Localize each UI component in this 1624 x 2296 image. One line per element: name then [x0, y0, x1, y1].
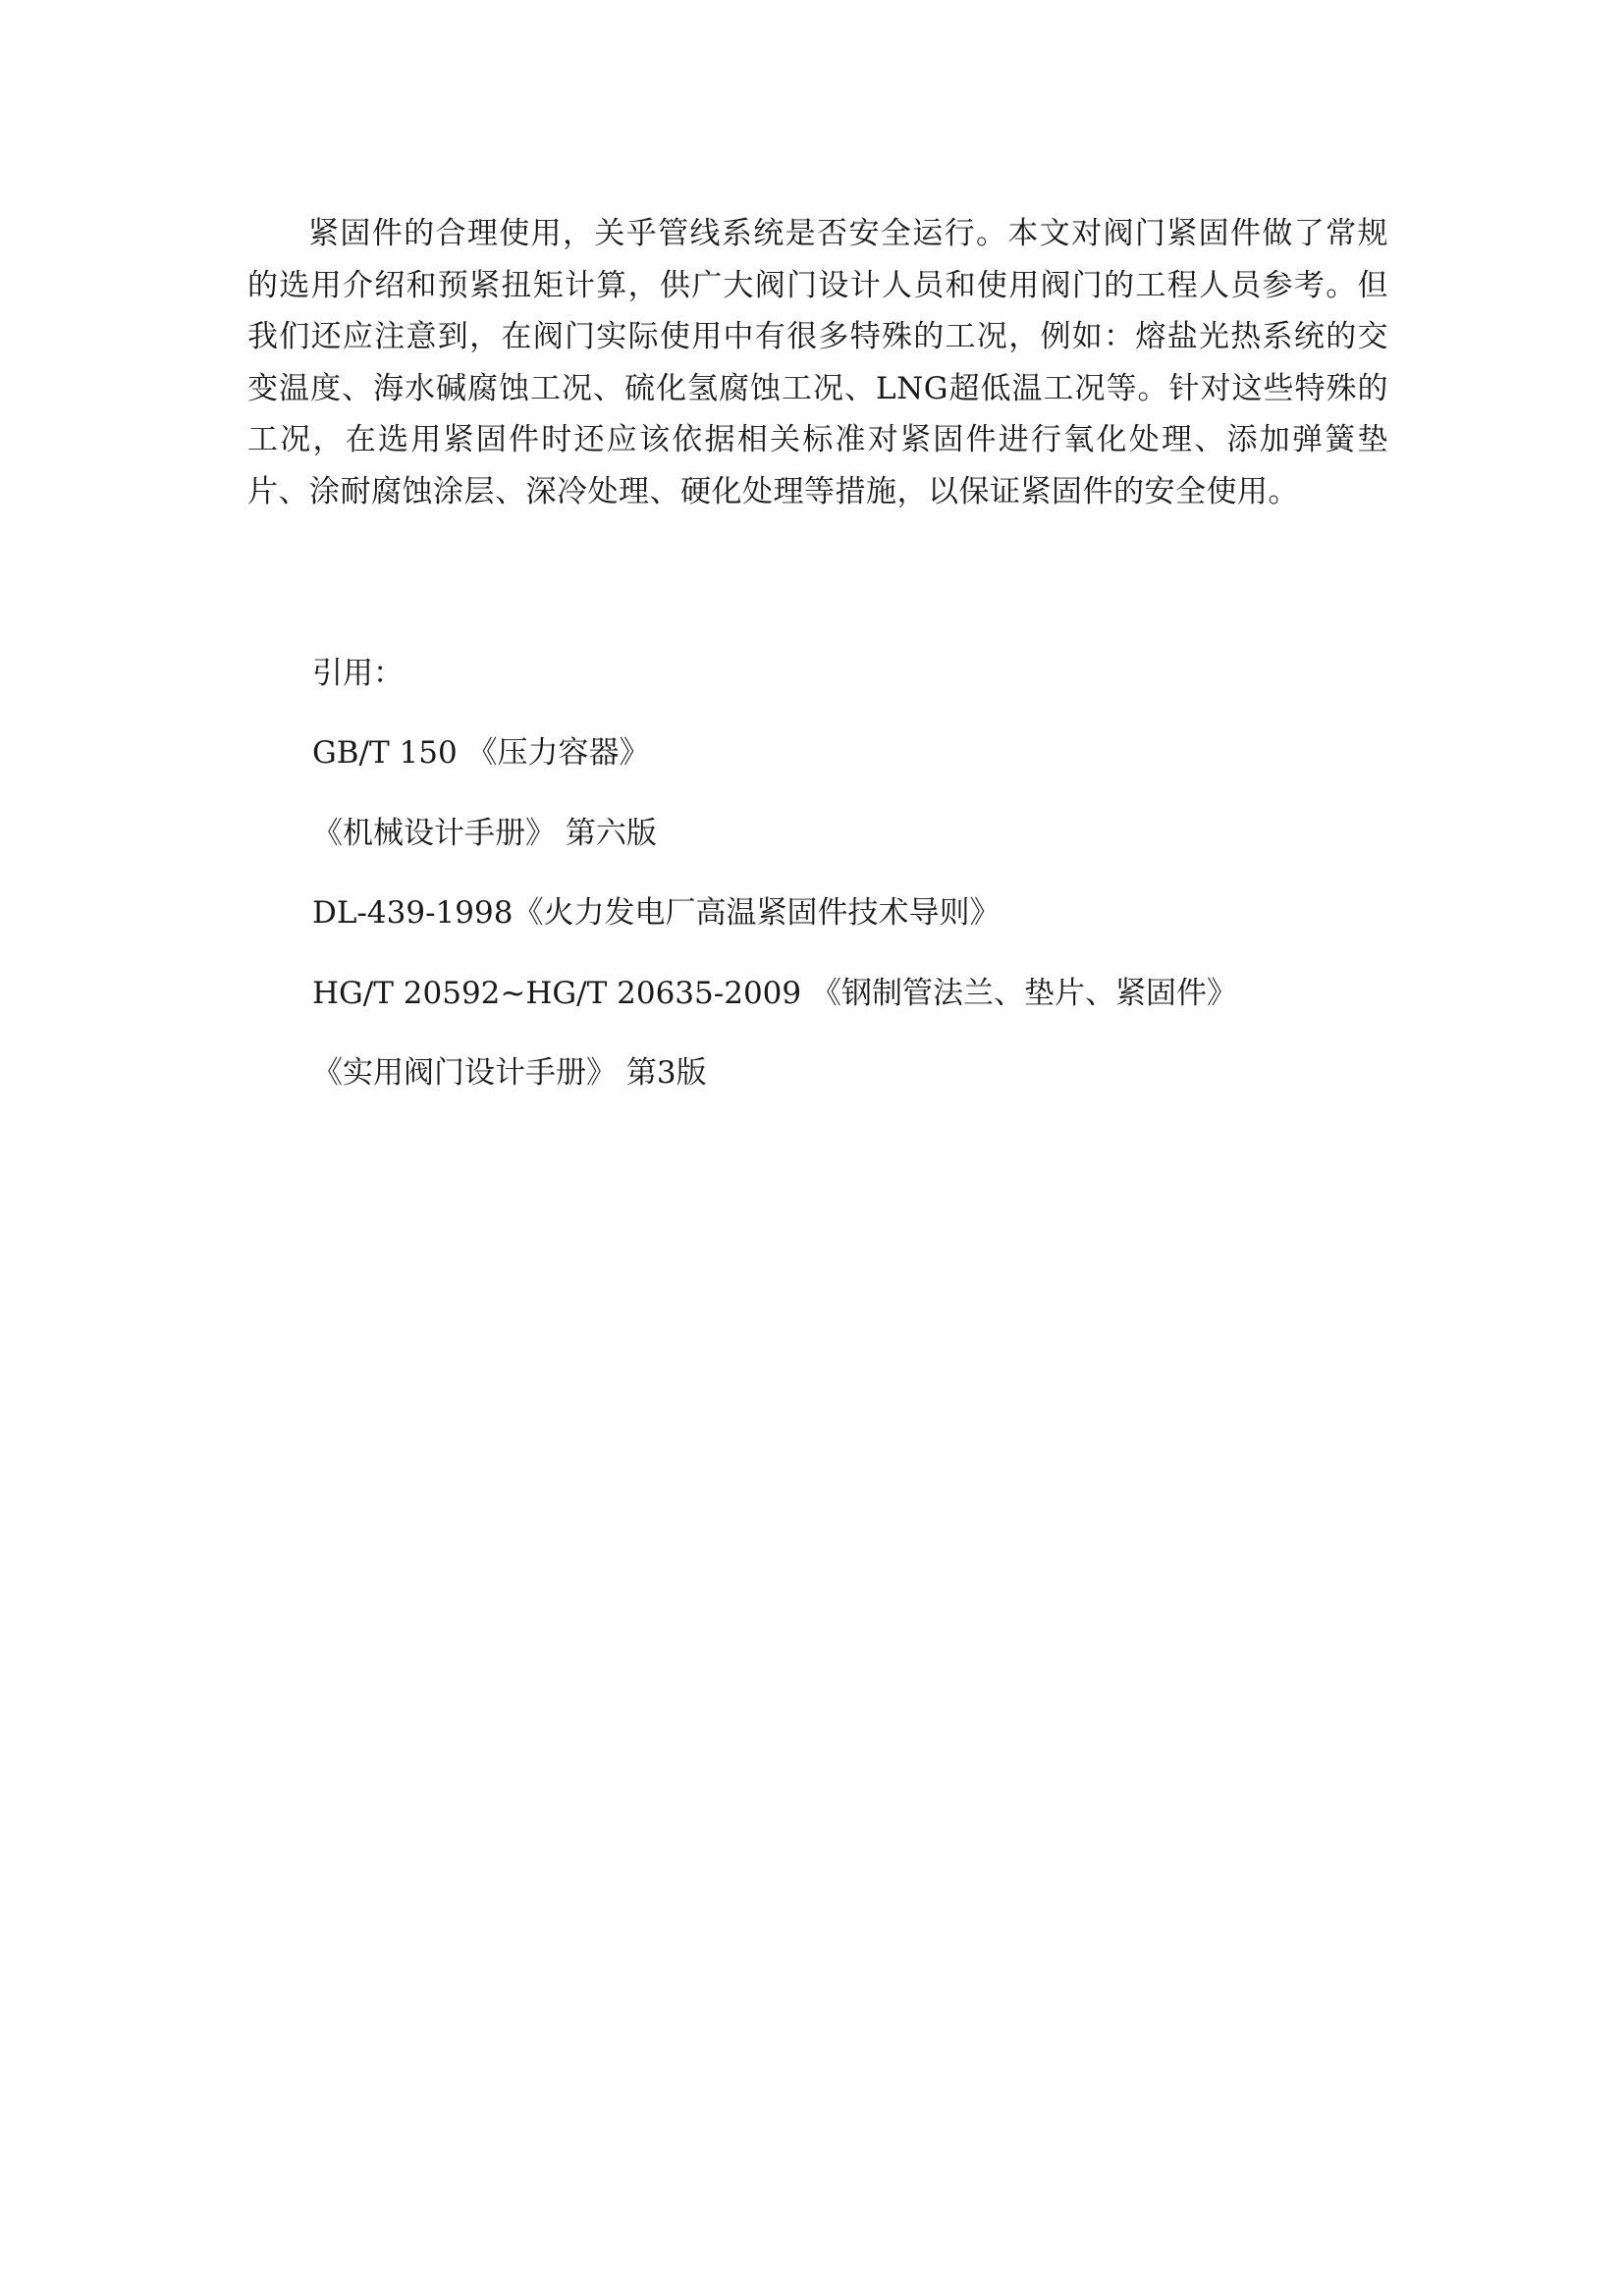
reference-item: HG/T 20592~HG/T 20635-2009 《钢制管法兰、垫片、紧固件》	[312, 975, 1237, 1011]
body-text	[247, 208, 1388, 517]
reference-item: GB/T 150 《压力容器》	[312, 735, 650, 771]
reference-item: 《机械设计手册》 第六版	[312, 815, 657, 851]
conclusion-paragraph: 紧固件的合理使用，关乎管线系统是否安全运行。本文对阀门紧固件做了常规的选用介绍和预紧扭矩计算，供广大阀门设计人员和使用阀门的工程人员参考。但我们还应注意到，在阀门实际使用中有很多特殊的工况，例如：熔盐光热系统的交变温度、海水碱腐蚀工况、硫化氢腐蚀工况、LNG超低温工况等。针对这些特殊的工况，在选用紧固件时还应该依据相关标准对紧固件进行氧化处理、添加弹簧垫片、涂耐腐蚀涂层、深冷处理、硬化处理等措施，以保证紧固件的安全使用。	[247, 216, 1388, 509]
citations-heading: 引用：	[312, 656, 404, 691]
reference-item: 《实用阀门设计手册》 第3版	[312, 1055, 707, 1091]
reference-item: DL-439-1998《火力发电厂高温紧固件技术导则》	[312, 895, 1001, 931]
reference-list	[312, 733, 1237, 1134]
